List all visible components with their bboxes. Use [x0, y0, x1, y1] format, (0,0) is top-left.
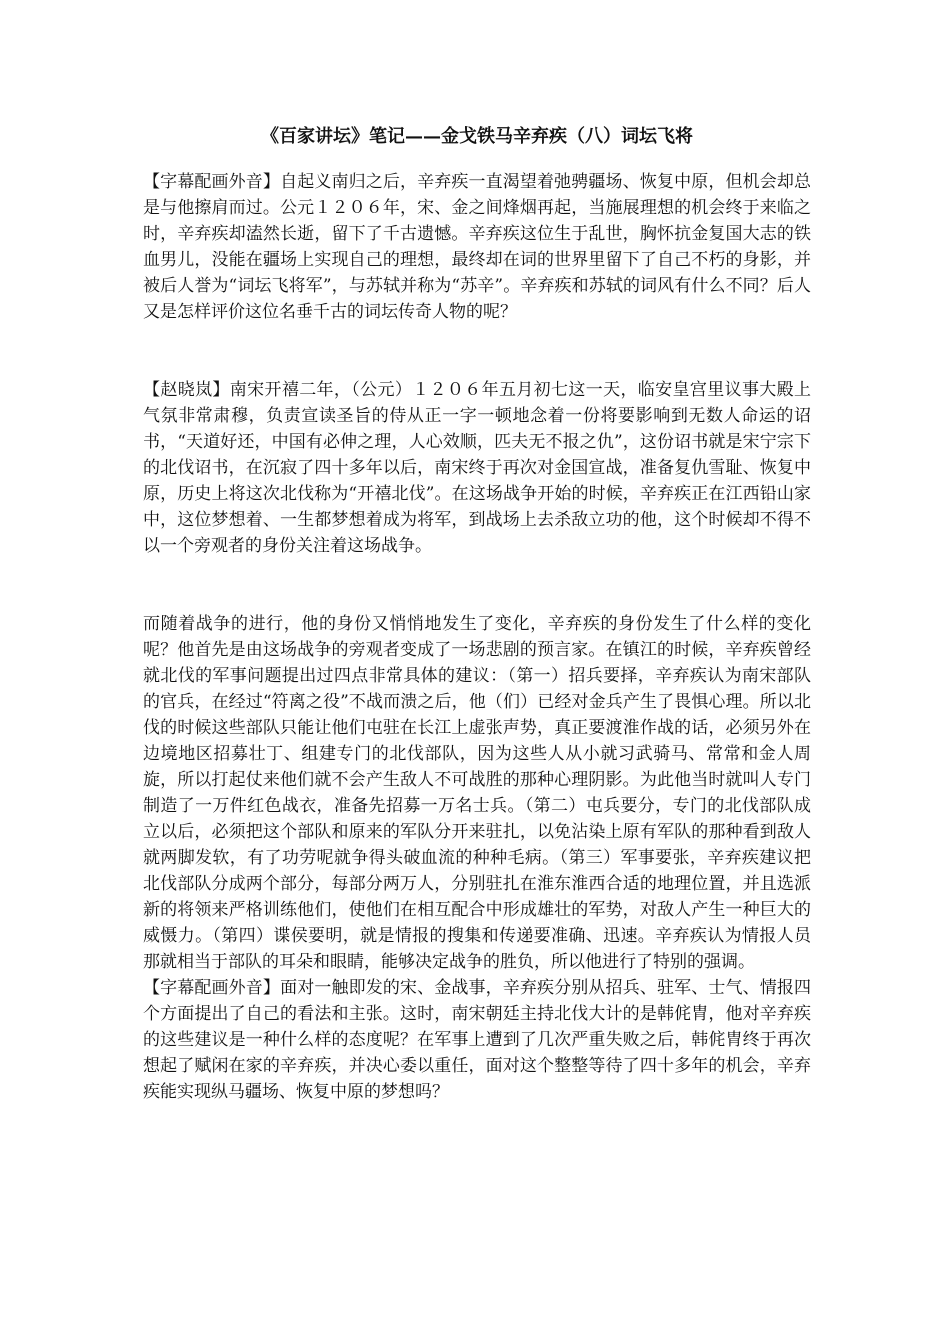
paragraph-text: 而随着战争的进行，他的身份又悄悄地发生了变化，辛弃疾的身份发生了什么样的变化呢？他首先是由这场战争的旁观者变成了一场悲剧的预言家。在镇江的时候，辛弃疾曾经就北伐的军事问题提出过四点非常具体的建议：（第一）招兵要择，辛弃疾认为南宋部队的官兵，在经过“符离之役”不战而溃之后，他（们）已经对金兵产生了畏惧心理。所以北伐的时候这些部队只能让他们屯驻在长江上虚张声势，真正要渡淮作战的话，必须另外在边境地区招募壮丁、组建专门的北伐部队，因为这些人从小就习武骑马、常常和金人周旋，所以打起仗来他们就不会产生敌人不可战胜的那种心理阴影。为此他当时就叫人专门制造了一万件红色战衣，准备先招募一万名士兵。（第二）屯兵要分，专门的北伐部队成立以后，必须把这个部队和原来的军队分开来驻扎，以免沾染上原有军队的那种看到敌人就两脚发软，有了功劳呢就争得头破血流的种种毛病。（第三）军事要张，辛弃疾建议把北伐部队分成两个部分，每部分两万人，分别驻扎在淮东淮西合适的地理位置，并且选派新的将领来严格训练他们，使他们在相互配合中形成雄壮的军势，对敌人产生一种巨大的威慑力。（第四）谍侯要明，就是情报的搜集和传递要准确、迅速。辛弃疾认为情报人员那就相当于部队的耳朵和眼睛，能够决定战争的胜负，所以他进行了特别的强调。 — [143, 614, 811, 972]
paragraph-text: 面对一触即发的宋、金战事，辛弃疾分别从招兵、驻军、士气、情报四个方面提出了自己的看法和主张。这时，南宋朝廷主持北伐大计的是韩侂胄，他对辛弃疾的这些建议是一种什么样的态度呢？在军事上遭到了几次严重失败之后，韩侂胄终于再次想起了赋闲在家的辛弃疾，并决心委以重任，面对这个整整等待了四十多年的机会，辛弃疾能实现纵马疆场、恢复中原的梦想吗？ — [143, 978, 812, 1102]
document-title: 《百家讲坛》笔记——金戈铁马辛弃疾（八）词坛飞将 — [261, 126, 693, 147]
document-page — [143, 123, 811, 1105]
paragraph-text: 自起义南归之后，辛弃疾一直渴望着弛骋疆场、恢复中原，但机会却总是与他擦肩而过。公元１２０６年，宋、金之间烽烟再起，当施展理想的机会终于来临之时，辛弃疾却溘然长逝，留下了千古遗憾。辛弃疾这位生于乱世，胸怀抗金复国大志的铁血男儿，没能在疆场上实现自己的理想，最终却在词的世界里留下了自己不朽的身影，并被后人誉为“词坛飞将军”，与苏轼并称为“苏辛”。辛弃疾和苏轼的词风有什么不同？后人又是怎样评价这位名垂千古的词坛传奇人物的呢？ — [143, 172, 812, 322]
paragraph-war-progress — [143, 611, 811, 975]
paragraph-text: 南宋开禧二年，（公元）１２０６年五月初七这一天，临安皇宫里议事大殿上气氛非常肃穆，负责宣读圣旨的侍从正一字一顿地念着一份将要影响到无数人命运的诏书，“天道好还，中国有必伸之理，人心效顺，匹夫无不报之仇”，这份诏书就是宋宁宗下的北伐诏书，在沉寂了四十多年以后，南宋终于再次对金国宣战，准备复仇雪耻、恢复中原，历史上将这次北伐称为“开禧北伐”。在这场战争开始的时候，辛弃疾正在江西铅山家中，这位梦想着、一生都梦想着成为将军，到战场上去杀敌立功的他，这个时候却不得不以一个旁观者的身份关注着这场战争。 — [143, 380, 812, 556]
paragraph-spacer — [143, 325, 811, 377]
paragraph-voiceover-outro — [143, 975, 811, 1105]
paragraph-voiceover-intro — [143, 169, 811, 325]
speaker-label: 【字幕配画外音】 — [143, 978, 281, 998]
speaker-label: 【字幕配画外音】 — [143, 172, 281, 192]
paragraph-spacer — [143, 559, 811, 611]
paragraph-zhao-xiaolan — [143, 377, 811, 559]
speaker-label: 【赵晓岚】 — [143, 380, 230, 400]
